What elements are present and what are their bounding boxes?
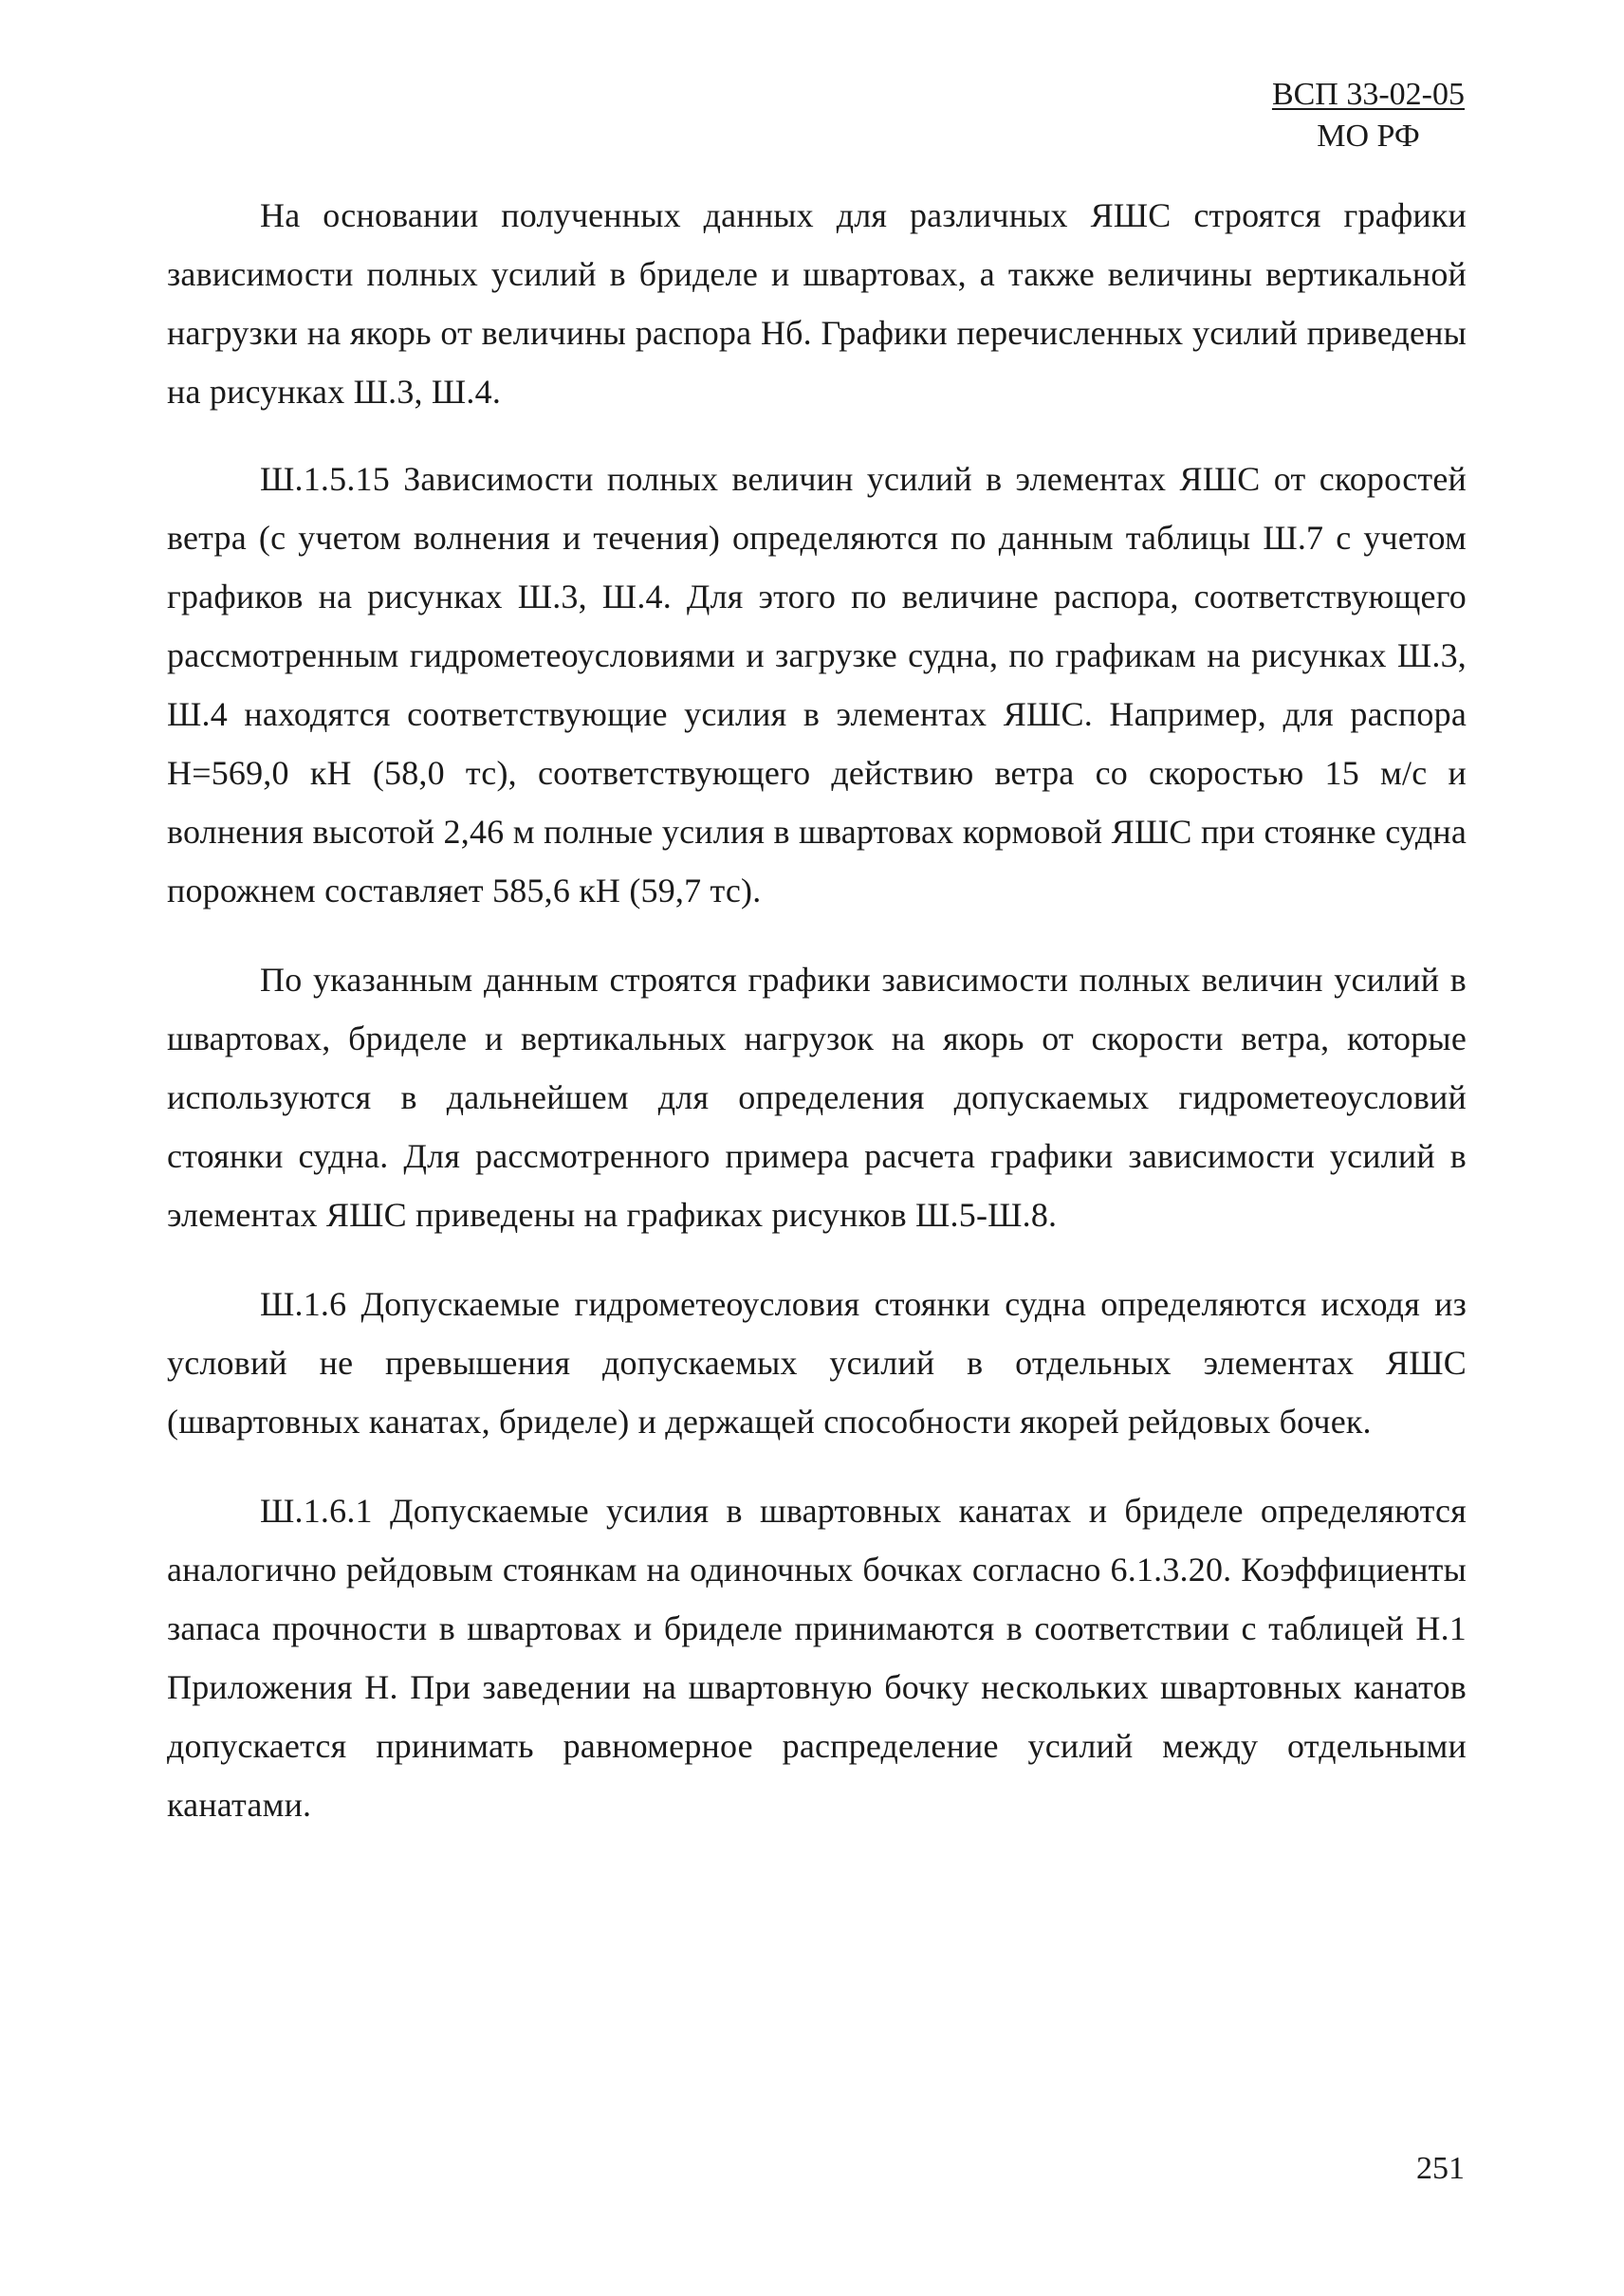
page-number: 251 [1416, 2151, 1465, 2186]
paragraph: Ш.1.6.1 Допускаемые усилия в швартовных канатах и бриделе определяются аналогично рейдовым стоянкам на одиночных бочках согласно 6.1.3.20. Коэффициенты запаса прочности в швартовах и бриделе принимаются в соответствии с таблицей Н.1 Приложения Н. При заведении на швартовную бочку нескольких швартовных канатов допускается принимать равномерное распределение усилий между отдельными канатами. [167, 1492, 1467, 1824]
document-organization: МО РФ [1317, 119, 1420, 154]
body-text [167, 186, 1467, 1864]
paragraph: Ш.1.5.15 Зависимости полных величин усилий в элементах ЯШС от скоростей ветра (с учетом волнения и течения) определяются по данным таблицы Ш.7 с учетом графиков на рисунках Ш.3, Ш.4. Для этого по величине распора, соответствующего рассмотренным гидрометеоусловиями и загрузке судна, по графикам на рисунках Ш.3, Ш.4 находятся соответствующие усилия в элементах ЯШС. Например, для распора Н=569,0 кН (58,0 тс), соответствующего действию ветра со скоростью 15 м/с и волнения высотой 2,46 м полные усилия в швартовах кормовой ЯШС при стоянке судна порожнем составляет 585,6 кН (59,7 тс). [167, 460, 1467, 909]
paragraph: Ш.1.6 Допускаемые гидрометеоусловия стоянки судна определяются исходя из условий не превышения допускаемых усилий в отдельных элементах ЯШС (швартовных канатах, бриделе) и держащей способности якорей рейдовых бочек. [167, 1285, 1467, 1441]
paragraph: На основании полученных данных для различных ЯШС строятся графики зависимости полных усилий в бриделе и швартовах, а также величины вертикальной нагрузки на якорь от величины распора Нб. Графики перечисленных усилий приведены на рисунках Ш.3, Ш.4. [167, 196, 1467, 411]
document-code: ВСП 33-02-05 [1271, 77, 1465, 112]
paragraph: По указанным данным строятся графики зависимости полных величин усилий в швартовах, бриделе и вертикальных нагрузок на якорь от скорости ветра, которые используются в дальнейшем для определения допускаемых гидрометеоусловий стоянки судна. Для рассмотренного примера расчета графики зависимости усилий в элементах ЯШС приведены на графиках рисунков Ш.5-Ш.8. [167, 961, 1467, 1234]
document-header [1272, 74, 1465, 157]
